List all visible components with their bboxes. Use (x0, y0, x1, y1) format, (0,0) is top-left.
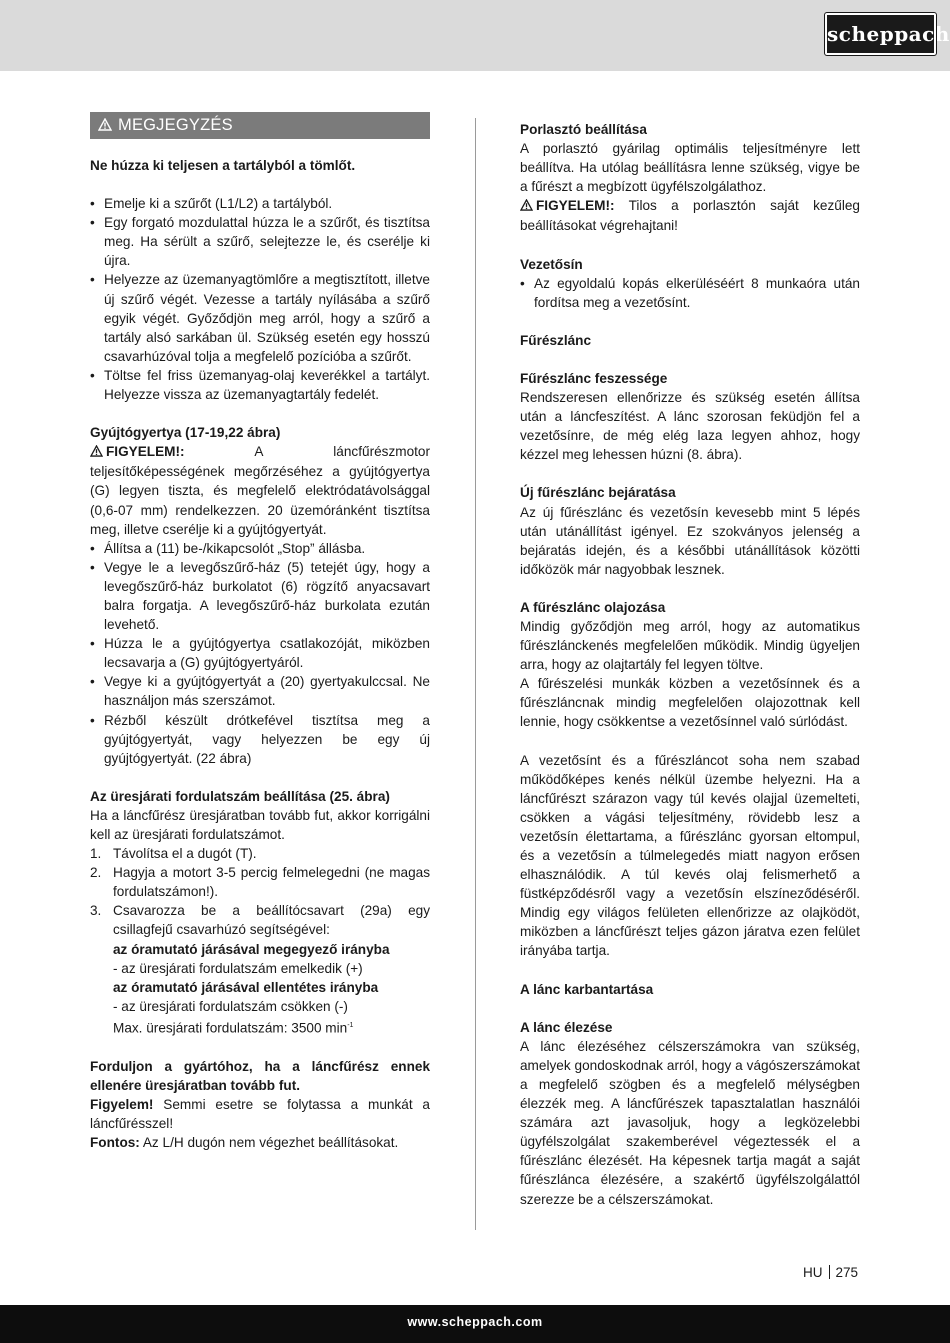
breakin-heading: Új fűrészlánc bejáratása (520, 485, 676, 501)
idle-steps (90, 844, 430, 939)
atomizer-warning (520, 196, 860, 235)
tension-heading: Fűrészlánc feszessége (520, 370, 668, 386)
filter-steps (90, 194, 430, 404)
important-label: Fontos: (90, 1134, 140, 1150)
atomizer-text: A porlasztó gyárilag optimális teljesítményre lett beállítva. Ha utólag beállításra lenne szükség, vigye be a fűrészt a megbízott ügyfélszolgálathoz. (520, 141, 860, 195)
sharpen-heading: A lánc élezése (520, 1019, 613, 1035)
idle-counterclockwise-text: - az üresjárati fordulatszám csökken (-) (113, 998, 348, 1014)
page-lang: HU (803, 1265, 823, 1280)
idle-max-sup: -1 (347, 1021, 354, 1029)
list-item: • Rézből készült drótkefével tisztítsa meg a gyújtógyertyát, vagy helyezzen be egy új gyújtógyertyát. (22 ábra) (90, 711, 430, 768)
idle-intro: Ha a láncfűrész üresjáratban tovább fut, akkor korrigálni kell az üresjárati fordulatszámot. (90, 807, 430, 842)
oil-heading: A fűrészlánc olajozása (520, 599, 666, 615)
footer-url: www.scheppach.com (407, 1315, 543, 1329)
guide-heading: Vezetősín (520, 256, 583, 272)
sharpen-text: A lánc élezéséhez célszerszámokra van szükség, amelyek gondoskodnak arról, hogy a vágószerszámokat a megfelelő szögben és a megfelelő mélységben élezzék meg. A láncfűrészek tapasztalatlan használói számára azt javasoljuk, hogy a legközelebbi ügyfélszolgálat szakemberével végeztessék el a fűrészlánc élezését. Ha képesnek tartja magát a saját fűrészlánca élezésére, a szakértő ügyfélszolgálattól szerezze be a célszerszámokat. (520, 1038, 860, 1207)
list-item: • Helyezze az üzemanyagtömlőre a megtisztított, illetve új szűrő végét. Vezesse a tartály nyílásába a szűrő egyik végét. Győződjön meg arról, hogy a szűrő a tartály alsó sarkában ül. Szükség esetén egy hosszú csavarhúzóval tolja a megfelelő pozícióba a szűrőt. (90, 270, 430, 365)
idle-counterclockwise: az óramutató járásával ellentétes irányba (113, 979, 379, 995)
oil-text-1: Mindig győződjön meg arról, hogy az automatikus fűrészlánckenés megfelelően működik. Mindig ügyeljen arra, hogy az olajtartály fel legyen töltve. (520, 618, 860, 673)
list-item: • Töltse fel friss üzemanyag-olaj keverékkel a tartályt. Helyezze vissza az üzemanyagtartály fedelét. (90, 366, 430, 404)
step-number: 2. (90, 865, 102, 881)
brand-logo-text: scheppach (827, 22, 950, 46)
list-item: • Emelje ki a szűrőt (L1/L2) a tartályból. (90, 194, 430, 213)
spark-warning (90, 442, 430, 538)
brand-logo (825, 13, 950, 55)
atomizer-warning-label: FIGYELEM!: (536, 198, 615, 214)
oil-text-2: A fűrészelési munkák közben a vezetősínnek és a fűrészláncnak mindig megfelelően olajozottnak kell lennie, hogy csökkentse a vezetősínnel való súrlódást. (520, 676, 860, 730)
idle-clockwise-text: - az üresjárati fordulatszám emelkedik (+) (113, 960, 363, 976)
attention-text: Semmi esetre se folytassa a munkát a láncfűrésszel! (90, 1096, 430, 1131)
breakin-text: Az új fűrészlánc és vezetősín kevesebb mint 5 lépés után utánállítást igényel. Ez szokványos jelenség a bejáratás idején, és a későbbi utánállítások közötti időközök már nagyobbak lesznek. (520, 504, 860, 577)
list-item (90, 844, 430, 863)
idle-max (90, 1016, 430, 1038)
atomizer-heading: Porlasztó beállítása (520, 122, 647, 137)
oil-text-3: A vezetősínt és a fűrészláncot soha nem szabad működőképes kenés nélkül üzembe helyezni. Ha a láncfűrészt szárazon vagy túl kevés olajjal üzemelteti, csökken a vágási teljesítmény, rövidebb lesz a vezetősín élettartama, a fűrészlánc gyorsan eltompul, és a vezetősín a túlmelegedés miatt nagyon erősen elhasználódik. A túl kevés olaj felismerhető a füstképződésről vagy a vezetősín elszíneződéséről. Mindig egy világos felületen ellenőrizze az olajködöt, miközben a láncfűrészt teljes gázon járatva ezen felület irányába tartja. (520, 752, 860, 959)
intro-bold: Ne húzza ki teljesen a tartályból a tömlőt. (90, 158, 356, 173)
notice-title: MEGJEGYZÉS (118, 116, 233, 134)
step-number: 1. (90, 846, 102, 862)
step-number: 3. (90, 903, 102, 919)
spark-heading: Gyújtógyertya (17-19,22 ábra) (90, 425, 281, 441)
contact-bold: Forduljon a gyártóhoz, ha a láncfűrész ennek ellenére üresjáratban tovább fut. (90, 1058, 430, 1093)
column-divider (475, 118, 476, 1230)
list-item: • Húzza le a gyújtógyertya csatlakozóját, miközben lecsavarja a (G) gyújtógyertyáról. (90, 634, 430, 672)
important (90, 1133, 430, 1152)
step-text: Hagyja a motort 3-5 percig felmelegedni (ne magas fordulatszámon!). (113, 865, 430, 900)
left-column (90, 112, 430, 1152)
list-item: • Vegye ki a gyújtógyertyát a (20) gyertyakulccsal. Ne használjon más szerszámot. (90, 672, 430, 710)
list-item: • Vegye le a levegőszűrő-ház (5) tetejét úgy, hogy a levegőszűrő-ház burkolatot (6) rögzítő anyacsavart balra forgatja. A levegőszűrő-ház burkolata ezután levehető. (90, 558, 430, 634)
warning-triangle-icon (98, 112, 112, 139)
list-item (90, 901, 430, 939)
attention-label: Figyelem! (90, 1096, 154, 1112)
spark-steps (90, 539, 430, 768)
tension-text: Rendszeresen ellenőrizze és szükség esetén állítsa után a láncfeszítést. A lánc szorosan feküdjön fel a vezetősínre, de még elég laza legyen ahhoz, hogy kézzel meg lehessen húzni (8. ábra). (520, 390, 860, 463)
notice-banner (90, 112, 430, 139)
page-separator (829, 1265, 830, 1279)
warning-triangle-icon (90, 443, 103, 462)
list-item: • Állítsa a (11) be-/kikapcsolót „Stop” állásba. (90, 539, 430, 558)
footer-bar (0, 1305, 950, 1343)
warning-triangle-icon (520, 197, 533, 216)
step-text: Távolítsa el a dugót (T). (113, 846, 257, 862)
idle-max-text: Max. üresjárati fordulatszám: 3500 min (113, 1020, 348, 1036)
guide-steps (520, 274, 860, 312)
page-number-value: 275 (835, 1265, 859, 1280)
spark-warning-text: A láncfűrészmotor teljesítőképességének megőrzéséhez a gyújtógyertya (G) legyen tiszta, és megfelelő elektródatávolsággal (0,6-07 mm) rendelkezzen. 20 üzemóránként tisztítsa meg, illetve cserélje ki a gyújtógyertyát. (90, 444, 430, 537)
list-item: • Egy forgató mozdulattal húzza le a szűrőt, és tisztítsa meg. Ha sérült a szűrő, selejtezze le, és cserélje ki újra. (90, 213, 430, 270)
list-item (90, 863, 430, 901)
attention (90, 1095, 430, 1133)
idle-clockwise: az óramutató járásával megegyező irányba (113, 941, 390, 957)
maint-heading: A lánc karbantartása (520, 981, 654, 997)
atomizer-warning-text: Tilos a porlasztón saját kezűleg beállításokat végrehajtani! (520, 198, 860, 234)
important-text: Az L/H dugón nem végezhet beállításokat. (139, 1134, 399, 1150)
page-number (803, 1265, 858, 1280)
spark-warning-label: FIGYELEM!: (106, 444, 185, 460)
list-item: • Az egyoldalú kopás elkerüléséért 8 munkaóra után fordítsa meg a vezetősínt. (520, 274, 860, 312)
step-text: Csavarozza be a beállítócsavart (29a) egy csillagfejű csavarhúzó segítségével: (113, 903, 430, 938)
header-bar (0, 0, 950, 71)
chain-heading: Fűrészlánc (520, 332, 592, 348)
idle-heading: Az üresjárati fordulatszám beállítása (25. ábra) (90, 788, 390, 804)
right-column (520, 120, 860, 1209)
